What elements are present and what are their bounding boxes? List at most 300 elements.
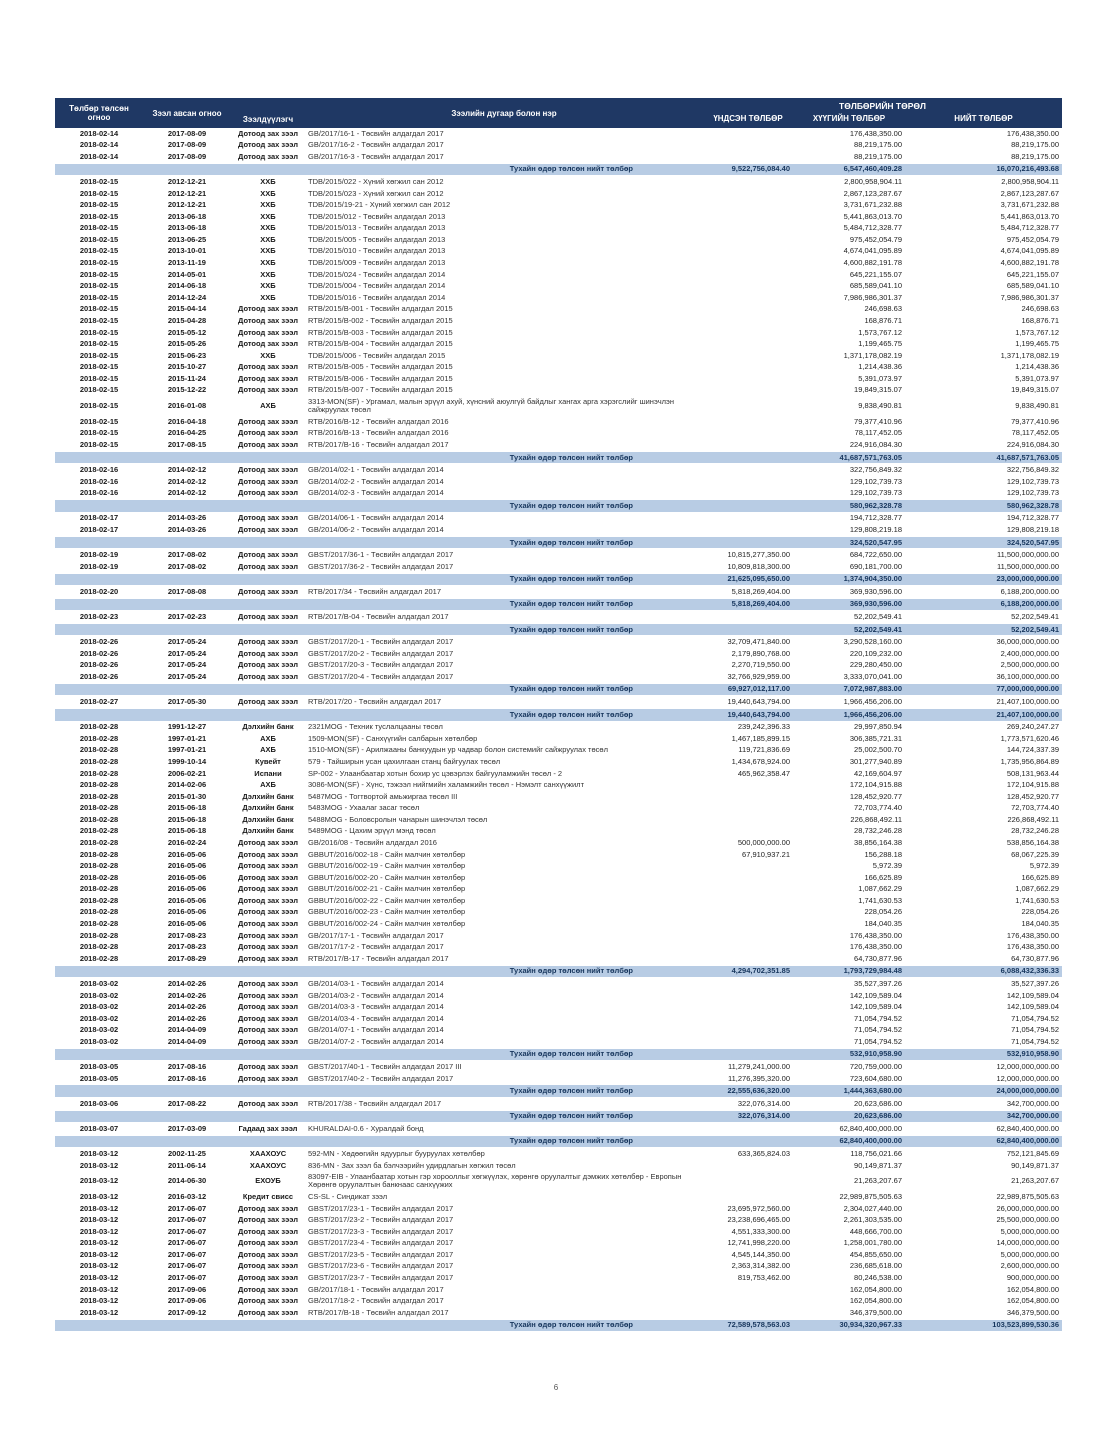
cell-loan-name: RTB/2017/B-16 - Төсвийн алдагдал 2017 — [308, 439, 449, 449]
cell-interest: 194,712,328.77 — [849, 513, 902, 523]
cell-payment-date: 2018-02-28 — [79, 895, 119, 905]
cell-lender: ХХБ — [260, 234, 276, 244]
cell-payment-date: 2018-02-15 — [79, 211, 119, 221]
cell-total: 21,407,100,000.00 — [996, 697, 1060, 707]
cell-principal — [703, 990, 793, 1002]
table-row — [55, 849, 1062, 861]
cell-loan-date: 2015-12-22 — [167, 385, 207, 395]
cell-principal — [703, 234, 793, 246]
cell-principal — [703, 512, 793, 524]
cell-loan-date: 2017-08-08 — [167, 586, 207, 596]
cell-principal — [703, 385, 793, 397]
subtotal-row — [55, 536, 1062, 549]
cell-total: 25,500,000,000.00 — [996, 1215, 1060, 1225]
cell-loan-date: 2015-06-18 — [167, 826, 207, 836]
cell-principal: 10,815,277,350.00 — [727, 550, 790, 560]
cell-total: 900,000,000.00 — [1006, 1273, 1060, 1283]
table-row — [55, 636, 1062, 648]
table-row — [55, 1272, 1062, 1284]
cell-interest: 690,181,700.00 — [849, 561, 902, 571]
cell-loan-name: 3313-MON(SF) - Ургамал, малын эрүүл ахуй, хүнсний аюулгүй байдлыг хангах арга хэрэгслийг шинэчлэн сайжруулах төсөл — [308, 396, 675, 415]
cell-interest: 1,087,662.29 — [858, 884, 902, 894]
cell-payment-date: 2018-02-28 — [79, 861, 119, 871]
cell-interest: 369,930,596.00 — [849, 586, 902, 596]
cell-principal — [703, 362, 793, 374]
cell-loan-date: 2006-02-21 — [167, 768, 207, 778]
cell-payment-date: 2018-02-16 — [79, 476, 119, 486]
cell-principal: 5,818,269,404.00 — [731, 586, 790, 596]
cell-lender: Дотоод зах зээл — [238, 648, 298, 658]
cell-loan-date: 2014-12-24 — [167, 292, 207, 302]
subtotal-interest: 20,623,686.00 — [793, 1110, 905, 1123]
cell-lender: Дотоод зах зээл — [238, 612, 298, 622]
cell-loan-name: GB/2017/17-1 - Төсвийн алдагдал 2017 — [308, 930, 444, 940]
cell-payment-date: 2018-02-28 — [79, 722, 119, 732]
subtotal-interest: 580,962,328.78 — [793, 500, 905, 513]
table-row — [55, 1013, 1062, 1025]
cell-loan-date: 2012-12-21 — [167, 177, 207, 186]
subtotal-total: 16,070,216,493.68 — [905, 163, 1062, 176]
cell-principal — [703, 978, 793, 990]
cell-total: 224,916,084.30 — [1006, 439, 1060, 449]
cell-loan-name: RTB/2017/38 - Төсвийн алдагдал 2017 — [308, 1098, 442, 1108]
table-row — [55, 524, 1062, 536]
subtotal-interest: 52,202,549.41 — [793, 623, 905, 636]
subtotal-total: 6,088,432,336.33 — [905, 965, 1062, 978]
cell-payment-date: 2018-02-15 — [79, 177, 119, 186]
cell-payment-date: 2018-03-12 — [79, 1149, 119, 1159]
cell-loan-name: GBBUT/2016/002-24 - Сайн малчин хөтөлбөр — [308, 919, 466, 929]
cell-loan-name: GB/2017/18-1 - Төсвийн алдагдал 2017 — [308, 1284, 444, 1294]
subtotal-row — [55, 1110, 1062, 1123]
table-row — [55, 814, 1062, 826]
cell-payment-date: 2018-02-27 — [79, 697, 119, 707]
cell-loan-name: RTB/2015/B-005 - Төсвийн алдагдал 2015 — [308, 362, 453, 372]
cell-total: 88,219,175.00 — [1011, 151, 1060, 161]
cell-interest: 228,054.26 — [864, 907, 902, 917]
cell-interest: 346,379,500.00 — [849, 1307, 902, 1317]
table-row — [55, 246, 1062, 258]
table-row — [55, 1001, 1062, 1013]
cell-interest: 1,214,438.36 — [858, 362, 902, 372]
table-row — [55, 648, 1062, 660]
table-row — [55, 476, 1062, 488]
cell-interest: 720,759,000.00 — [849, 1061, 902, 1071]
subtotal-interest: 1,444,363,680.00 — [793, 1085, 905, 1098]
cell-interest: 88,219,175.00 — [854, 151, 902, 161]
cell-loan-name: RTB/2017/20 - Төсвийн алдагдал 2017 — [308, 697, 442, 707]
table-row — [55, 733, 1062, 745]
cell-total: 9,838,490.81 — [1015, 401, 1060, 411]
cell-interest: 1,966,456,206.00 — [843, 697, 902, 707]
cell-principal: 11,276,395,320.00 — [727, 1073, 790, 1083]
table-row — [55, 803, 1062, 815]
table-row — [55, 188, 1062, 200]
cell-loan-date: 2016-05-06 — [167, 919, 207, 929]
cell-payment-date: 2018-03-12 — [79, 1296, 119, 1306]
cell-loan-date: 2016-05-06 — [167, 884, 207, 894]
cell-loan-date: 2017-08-09 — [167, 151, 207, 161]
cell-interest: 2,867,123,287.67 — [843, 188, 902, 198]
cell-total: 62,840,400,000.00 — [996, 1123, 1060, 1133]
col-header-principal: ҮНДСЭН ТӨЛБӨР — [703, 112, 793, 128]
cell-loan-name: RTB/2015/B-001 - Төсвийн алдагдал 2015 — [308, 304, 453, 314]
cell-principal — [703, 1191, 793, 1203]
table-row — [55, 234, 1062, 246]
cell-principal — [703, 350, 793, 362]
cell-payment-date: 2018-02-15 — [79, 200, 119, 210]
cell-loan-name: 5489MOG - Цахим эрүүл мэнд төсөл — [308, 826, 436, 836]
cell-lender: Дотоод зах зээл — [238, 416, 298, 426]
cell-interest: 72,703,774.40 — [854, 803, 902, 813]
cell-lender: Дотоод зах зээл — [238, 304, 298, 314]
cell-lender: Дотоод зах зээл — [238, 1036, 298, 1046]
cell-loan-date: 2014-05-01 — [167, 269, 207, 279]
cell-total: 176,438,350.00 — [1006, 930, 1060, 940]
cell-principal — [703, 953, 793, 965]
cell-total: 7,986,986,301.37 — [1000, 292, 1060, 302]
subtotal-label: Тухайн өдөр төлсөн нийт төлбөр — [55, 708, 703, 721]
cell-interest: 246,698.63 — [864, 304, 902, 314]
cell-principal — [703, 907, 793, 919]
cell-lender: Дэлхийн банк — [242, 814, 294, 824]
cell-principal: 67,910,937.21 — [742, 849, 790, 859]
cell-total: 752,121,845.69 — [1006, 1149, 1060, 1159]
subtotal-total: 103,523,899,530.36 — [905, 1319, 1062, 1332]
cell-loan-date: 2015-01-30 — [167, 791, 207, 801]
cell-loan-name: TDB/2015/004 - Төсвийн алдагдал 2014 — [308, 281, 446, 291]
cell-payment-date: 2018-02-14 — [79, 128, 119, 138]
cell-total: 1,573,767.12 — [1015, 327, 1060, 337]
cell-interest: 176,438,350.00 — [849, 128, 902, 138]
cell-total: 88,219,175.00 — [1011, 140, 1060, 150]
cell-loan-date: 2017-06-07 — [167, 1226, 207, 1236]
cell-loan-name: 592-MN - Хөдөөгийн ядуурлыг бууруулах хөтөлбөр — [308, 1149, 485, 1159]
cell-interest: 90,149,871.37 — [854, 1160, 902, 1170]
table-row — [55, 512, 1062, 524]
cell-loan-name: RTB/2017/34 - Төсвийн алдагдал 2017 — [308, 586, 442, 596]
cell-principal — [703, 188, 793, 200]
cell-total: 21,263,207.67 — [1011, 1176, 1060, 1186]
cell-principal — [703, 611, 793, 624]
cell-total: 144,724,337.39 — [1006, 745, 1060, 755]
cell-loan-name: GB/2014/02-3 - Төсвийн алдагдал 2014 — [308, 488, 444, 498]
cell-loan-name: GBST/2017/20-2 - Төсвийн алдагдал 2017 — [308, 648, 454, 658]
cell-principal — [703, 281, 793, 293]
cell-loan-date: 2012-12-21 — [167, 188, 207, 198]
cell-loan-date: 2017-03-09 — [167, 1123, 207, 1133]
cell-interest: 78,117,452.05 — [854, 428, 902, 438]
cell-payment-date: 2018-02-28 — [79, 838, 119, 847]
cell-loan-date: 2016-02-24 — [167, 838, 207, 847]
subtotal-total: 532,910,958.90 — [905, 1048, 1062, 1061]
cell-interest: 645,221,155.07 — [849, 269, 902, 279]
cell-loan-date: 1997-01-21 — [167, 733, 207, 743]
cell-lender: Дотоод зах зээл — [238, 373, 298, 383]
cell-total: 5,391,073.97 — [1015, 373, 1060, 383]
cell-total: 1,773,571,620.46 — [1000, 733, 1060, 743]
cell-lender: Дотоод зах зээл — [238, 315, 298, 325]
cell-total: 129,102,739.73 — [1006, 488, 1060, 498]
cell-loan-date: 2016-05-06 — [167, 849, 207, 859]
cell-loan-name: GB/2014/03-4 - Төсвийн алдагдал 2014 — [308, 1013, 444, 1023]
cell-principal — [703, 930, 793, 942]
cell-lender: Дотоод зах зээл — [238, 895, 298, 905]
cell-loan-name: GBST/2017/40-1 - Төсвийн алдагдал 2017 III — [308, 1061, 462, 1071]
cell-lender: АХБ — [260, 401, 276, 411]
cell-total: 538,856,164.38 — [1006, 838, 1060, 847]
cell-payment-date: 2018-03-12 — [79, 1226, 119, 1236]
cell-interest: 71,054,794.52 — [854, 1025, 902, 1035]
cell-payment-date: 2018-02-23 — [79, 612, 119, 622]
subtotal-principal: 21,625,095,650.00 — [703, 573, 793, 586]
cell-principal: 2,363,314,382.00 — [731, 1261, 790, 1271]
table-row — [55, 292, 1062, 304]
cell-principal — [703, 140, 793, 152]
cell-interest: 3,333,070,041.00 — [843, 671, 902, 681]
cell-payment-date: 2018-02-15 — [79, 428, 119, 438]
cell-lender: Дотоод зах зээл — [238, 362, 298, 372]
cell-loan-date: 2017-05-24 — [167, 660, 207, 670]
cell-loan-date: 2012-12-21 — [167, 200, 207, 210]
cell-principal — [703, 779, 793, 791]
cell-loan-name: GBST/2017/36-1 - Төсвийн алдагдал 2017 — [308, 550, 454, 560]
cell-loan-name: GB/2014/07-1 - Төсвийн алдагдал 2014 — [308, 1025, 444, 1035]
table-row — [55, 768, 1062, 780]
table-row — [55, 1148, 1062, 1160]
cell-interest: 176,438,350.00 — [849, 942, 902, 952]
cell-interest: 5,391,073.97 — [858, 373, 902, 383]
cell-interest: 5,484,712,328.77 — [843, 223, 902, 233]
cell-loan-date: 2017-06-07 — [167, 1273, 207, 1283]
cell-payment-date: 2018-03-12 — [79, 1261, 119, 1271]
cell-total: 184,040.35 — [1021, 919, 1060, 929]
cell-total: 142,109,589.04 — [1006, 990, 1060, 1000]
cell-payment-date: 2018-03-12 — [79, 1203, 119, 1213]
cell-loan-name: GB/2014/02-1 - Төсвийн алдагдал 2014 — [308, 465, 444, 475]
subtotal-label: Тухайн өдөр төлсөн нийт төлбөр — [55, 500, 703, 513]
cell-payment-date: 2018-02-17 — [79, 524, 119, 534]
cell-loan-date: 2015-06-23 — [167, 350, 207, 360]
cell-principal — [703, 1172, 793, 1192]
cell-loan-date: 2015-11-24 — [168, 373, 206, 383]
cell-total: 5,000,000,000.00 — [1000, 1226, 1060, 1236]
table-row — [55, 385, 1062, 397]
cell-total: 162,054,800.00 — [1006, 1284, 1060, 1294]
cell-loan-name: GBST/2017/20-3 - Төсвийн алдагдал 2017 — [308, 660, 454, 670]
cell-payment-date: 2018-02-15 — [79, 223, 119, 233]
cell-interest: 1,741,630.53 — [858, 895, 902, 905]
cell-interest: 454,855,650.00 — [849, 1249, 902, 1259]
cell-lender: Дэлхийн банк — [242, 803, 294, 813]
subtotal-principal — [703, 536, 793, 549]
cell-interest: 52,202,549.41 — [854, 612, 902, 622]
subtotal-row — [55, 1048, 1062, 1061]
cell-payment-date: 2018-02-28 — [79, 803, 119, 813]
cell-principal — [703, 464, 793, 476]
cell-principal — [703, 269, 793, 281]
subtotal-principal — [703, 1135, 793, 1148]
subtotal-interest: 324,520,547.95 — [793, 536, 905, 549]
cell-loan-name: GB/2017/17-2 - Төсвийн алдагдал 2017 — [308, 942, 444, 952]
cell-total: 28,732,246.28 — [1011, 826, 1060, 836]
cell-payment-date: 2018-02-26 — [79, 648, 119, 658]
cell-lender: ХХБ — [260, 292, 276, 302]
subtotal-total: 77,000,000,000.00 — [905, 683, 1062, 696]
cell-payment-date: 2018-03-12 — [79, 1215, 119, 1225]
table-row — [55, 918, 1062, 930]
cell-principal: 12,741,998,220.00 — [727, 1238, 790, 1248]
cell-loan-date: 2014-02-26 — [167, 990, 207, 1000]
cell-interest: 64,730,877.96 — [854, 953, 902, 963]
cell-lender: ХХБ — [260, 258, 276, 268]
cell-principal: 1,434,678,924.00 — [731, 756, 790, 766]
cell-total: 1,371,178,082.19 — [1000, 350, 1060, 360]
cell-interest: 129,102,739.73 — [849, 488, 902, 498]
cell-lender: Дотоод зах зээл — [238, 1226, 298, 1236]
subtotal-row — [55, 1085, 1062, 1098]
cell-total: 1,735,956,864.89 — [1000, 756, 1060, 766]
col-header-loan-name: Зээлийн дугаар болон нэр — [305, 98, 703, 128]
cell-payment-date: 2018-03-12 — [79, 1176, 119, 1186]
subtotal-row — [55, 965, 1062, 978]
subtotal-label: Тухайн өдөр төлсөн нийт төлбөр — [55, 623, 703, 636]
cell-total: 162,054,800.00 — [1006, 1296, 1060, 1306]
cell-loan-name: GBST/2017/36-2 - Төсвийн алдагдал 2017 — [308, 561, 454, 571]
cell-loan-name: GB/2017/16-2 - Төсвийн алдагдал 2017 — [308, 140, 444, 150]
cell-lender: Дотоод зах зээл — [238, 561, 298, 571]
cell-principal — [703, 814, 793, 826]
cell-payment-date: 2018-02-28 — [79, 942, 119, 952]
cell-lender: Дотоод зах зээл — [238, 151, 298, 161]
cell-total: 4,674,041,095.89 — [1000, 246, 1060, 256]
cell-interest: 1,199,465.75 — [858, 339, 902, 349]
cell-payment-date: 2018-03-12 — [79, 1191, 119, 1201]
cell-principal — [703, 176, 793, 188]
cell-loan-date: 2016-04-18 — [167, 416, 207, 426]
subtotal-label: Тухайн өдөр төлсөн нийт төлбөр — [55, 1110, 703, 1123]
cell-loan-name: 5488MOG - Боловсролын чанарын шинэчлэл төсөл — [308, 814, 488, 824]
cell-principal — [703, 1307, 793, 1319]
cell-lender: Дотоод зах зээл — [238, 919, 298, 929]
cell-loan-name: 1509-MON(SF) - Санхүүгийн салбарын хөтөлбөр — [308, 733, 478, 743]
cell-principal — [703, 428, 793, 440]
cell-payment-date: 2018-03-05 — [79, 1073, 119, 1083]
subtotal-principal: 322,076,314.00 — [703, 1110, 793, 1123]
cell-payment-date: 2018-02-15 — [79, 188, 119, 198]
debt-payments-table — [55, 98, 1062, 1332]
cell-loan-date: 2017-08-22 — [167, 1098, 207, 1108]
subtotal-row — [55, 573, 1062, 586]
subtotal-label: Тухайн өдөр төлсөн нийт төлбөр — [55, 683, 703, 696]
cell-loan-date: 2016-03-12 — [167, 1191, 207, 1201]
subtotal-total: 21,407,100,000.00 — [905, 708, 1062, 721]
cell-principal — [703, 895, 793, 907]
cell-interest: 684,722,650.00 — [849, 550, 902, 560]
cell-principal — [703, 223, 793, 235]
cell-loan-name: GBBUT/2016/002-18 - Сайн малчин хөтөлбөр — [308, 849, 466, 859]
cell-interest: 28,732,246.28 — [854, 826, 902, 836]
table-row — [55, 884, 1062, 896]
cell-total: 645,221,155.07 — [1006, 269, 1060, 279]
col-header-loan-date: Зээл авсан огноо — [143, 98, 231, 128]
table-row — [55, 1123, 1062, 1136]
cell-interest: 5,441,863,013.70 — [843, 211, 902, 221]
table-row — [55, 199, 1062, 211]
cell-lender: Дотоод зах зээл — [238, 1203, 298, 1213]
cell-loan-date: 2014-02-12 — [167, 465, 207, 475]
cell-loan-date: 2014-04-09 — [167, 1025, 207, 1035]
table-row — [55, 1036, 1062, 1048]
cell-payment-date: 2018-03-12 — [79, 1160, 119, 1170]
cell-total: 71,054,794.52 — [1011, 1013, 1060, 1023]
cell-total: 322,756,849.32 — [1006, 465, 1060, 475]
cell-loan-date: 2013-06-18 — [167, 223, 207, 233]
table-row — [55, 671, 1062, 683]
cell-principal — [703, 315, 793, 327]
table-row — [55, 561, 1062, 573]
cell-interest: 142,109,589.04 — [849, 1002, 902, 1012]
cell-principal: 119,721,836.69 — [738, 745, 790, 755]
cell-payment-date: 2018-03-02 — [79, 990, 119, 1000]
cell-loan-date: 2015-05-26 — [167, 339, 207, 349]
cell-principal — [703, 338, 793, 350]
subtotal-total: 342,700,000.00 — [905, 1110, 1062, 1123]
subtotal-total: 6,188,200,000.00 — [905, 598, 1062, 611]
cell-interest: 162,054,800.00 — [849, 1284, 902, 1294]
cell-lender: Испани — [254, 768, 282, 778]
cell-lender: Дотоод зах зээл — [238, 476, 298, 486]
cell-loan-date: 2014-02-26 — [167, 1002, 207, 1012]
cell-payment-date: 2018-02-15 — [79, 362, 119, 372]
cell-payment-date: 2018-02-14 — [79, 140, 119, 150]
cell-loan-date: 2017-05-30 — [167, 697, 207, 707]
cell-principal — [703, 476, 793, 488]
cell-interest: 176,438,350.00 — [849, 930, 902, 940]
cell-interest: 3,290,528,160.00 — [843, 637, 902, 647]
cell-payment-date: 2018-03-07 — [79, 1123, 119, 1133]
cell-principal: 23,238,696,465.00 — [727, 1215, 790, 1225]
cell-loan-name: GBBUT/2016/002-21 - Сайн малчин хөтөлбөр — [308, 884, 466, 894]
cell-payment-date: 2018-02-28 — [79, 826, 119, 836]
page-number: 6 — [553, 1383, 559, 1392]
cell-loan-date: 2016-05-06 — [167, 895, 207, 905]
table-row — [55, 350, 1062, 362]
cell-lender: Дотоод зах зээл — [238, 513, 298, 523]
cell-lender: Дотоод зах зээл — [238, 1002, 298, 1012]
cell-loan-name: RTB/2016/B-13 - Төсвийн алдагдал 2016 — [308, 428, 449, 438]
cell-loan-name: GB/2017/18-2 - Төсвийн алдагдал 2017 — [308, 1296, 444, 1306]
subtotal-principal — [703, 623, 793, 636]
cell-total: 129,102,739.73 — [1006, 476, 1060, 486]
cell-interest: 685,589,041.10 — [849, 281, 902, 291]
cell-loan-date: 2017-08-16 — [167, 1073, 207, 1083]
cell-total: 2,400,000,000.00 — [1000, 648, 1060, 658]
subtotal-principal — [703, 1048, 793, 1061]
cell-loan-date: 2014-02-06 — [167, 780, 207, 790]
cell-interest: 21,263,207.67 — [854, 1176, 902, 1186]
table-row — [55, 1214, 1062, 1226]
cell-lender: Дотоод зах зээл — [238, 849, 298, 859]
cell-loan-name: GBBUT/2016/002-22 - Сайн малчин хөтөлбөр — [308, 895, 466, 905]
cell-total: 508,131,963.44 — [1006, 768, 1060, 778]
cell-principal — [703, 488, 793, 500]
cell-lender: Дотоод зах зээл — [238, 907, 298, 917]
table-row — [55, 860, 1062, 872]
cell-loan-date: 1997-01-21 — [167, 745, 207, 755]
cell-lender: Дотоод зах зээл — [238, 1307, 298, 1317]
cell-payment-date: 2018-02-26 — [79, 637, 119, 647]
